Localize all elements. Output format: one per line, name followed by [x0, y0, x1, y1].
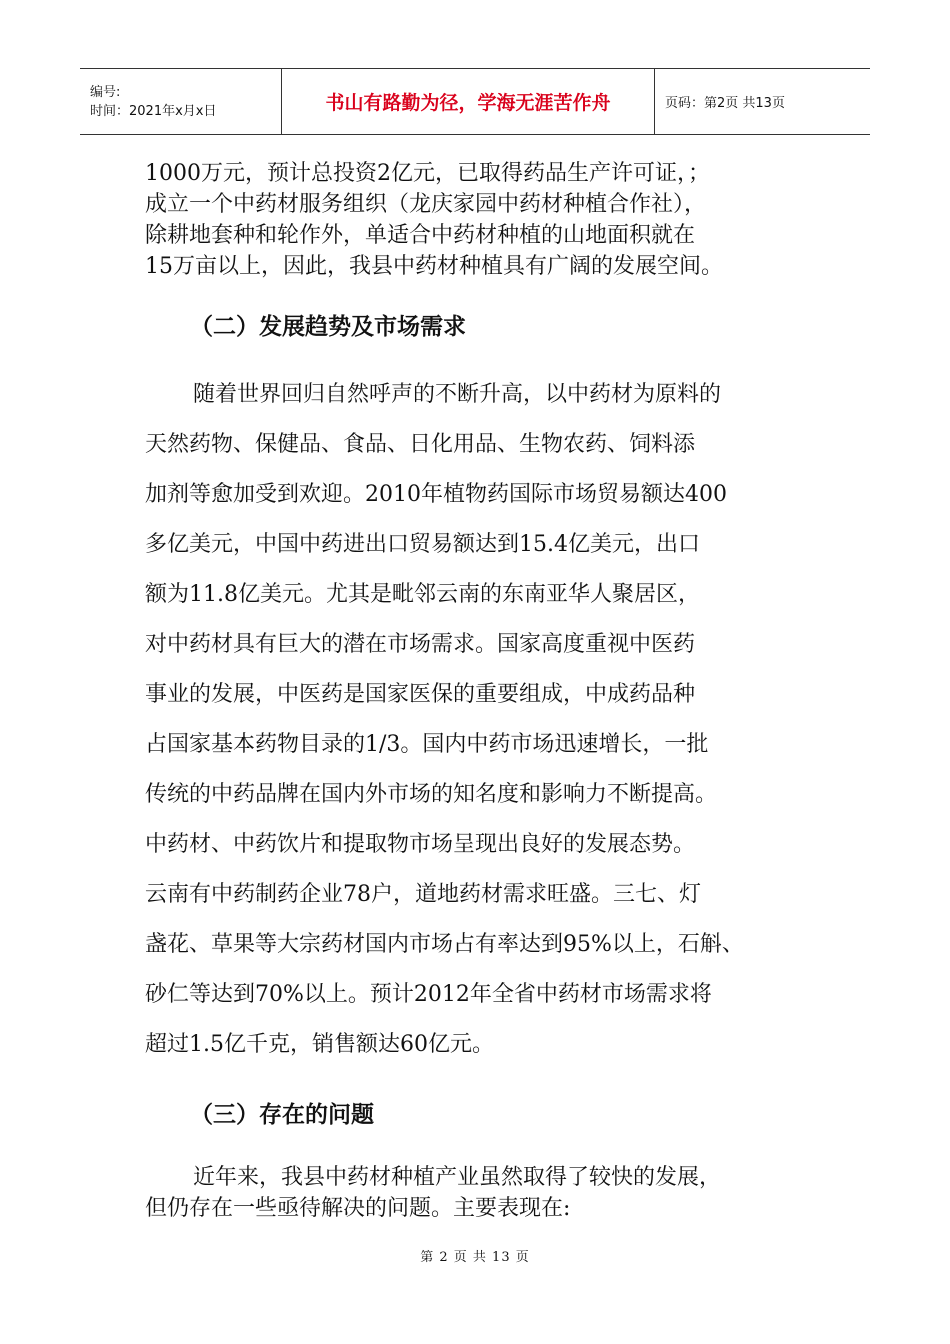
text-line: 15万亩以上，因此，我县中药材种植具有广阔的发展空间。 [145, 254, 723, 279]
text-line: 事业的发展，中医药是国家医保的重要组成，中成药品种 [145, 682, 696, 707]
text-line: 但仍存在一些亟待解决的问题。主要表现在: [145, 1196, 571, 1221]
paragraph-intro [145, 158, 825, 282]
text-line: 除耕地套种和轮作外，单适合中药材种植的山地面积就在 [145, 223, 696, 248]
text-line: 加剂等愈加受到欢迎。2010年植物药国际市场贸易额达400 [145, 482, 727, 507]
text-line: 近年来，我县中药材种植产业虽然取得了较快的发展， [193, 1165, 722, 1190]
page-header [80, 68, 870, 135]
paragraph-problems [145, 1162, 825, 1224]
section-heading-trends: （二）发展趋势及市场需求 [190, 313, 466, 340]
header-motto: 书山有路勤为径，学海无涯苦作舟 [282, 69, 655, 134]
text-line: 占国家基本药物目录的1/3。国内中药市场迅速增长，一批 [145, 732, 709, 757]
header-meta [80, 69, 282, 134]
text-line: 超过1.5亿千克，销售额达60亿元。 [145, 1032, 494, 1057]
text-line: 中药材、中药饮片和提取物市场呈现出良好的发展态势。 [145, 832, 696, 857]
text-line: 盏花、草果等大宗药材国内市场占有率达到95%以上，石斛、 [145, 932, 744, 957]
text-line: 多亿美元，中国中药进出口贸易额达到15.4亿美元，出口 [145, 532, 700, 557]
text-line: 成立一个中药材服务组织（龙庆家园中药材种植合作社）， [145, 192, 707, 217]
text-line: 1000万元，预计总投资2亿元，已取得药品生产许可证，； [145, 161, 710, 186]
text-line: 云南有中药制药企业78户，道地药材需求旺盛。三七、灯 [145, 882, 701, 907]
section-heading-problems: （三）存在的问题 [190, 1101, 374, 1128]
text-line: 砂仁等达到70%以上。预计2012年全省中药材市场需求将 [145, 982, 712, 1007]
paragraph-trends [145, 370, 825, 1070]
text-line: 传统的中药品牌在国内外市场的知名度和影响力不断提高。 [145, 782, 718, 807]
text-line: 对中药材具有巨大的潜在市场需求。国家高度重视中医药 [145, 632, 696, 657]
document-number-label: 编号: [90, 84, 121, 100]
text-line: 天然药物、保健品、食品、日化用品、生物农药、饲料添 [145, 432, 696, 457]
text-line: 额为11.8亿美元。尤其是毗邻云南的东南亚华人聚居区， [145, 582, 700, 607]
page-footer: 第 2 页 共 13 页 [420, 1250, 530, 1265]
document-time-label: 时间：2021年x月x日 [90, 103, 217, 119]
text-line: 随着世界回归自然呼声的不断升高，以中药材为原料的 [193, 382, 722, 407]
header-page-info: 页码：第2页 共13页 [665, 96, 785, 111]
